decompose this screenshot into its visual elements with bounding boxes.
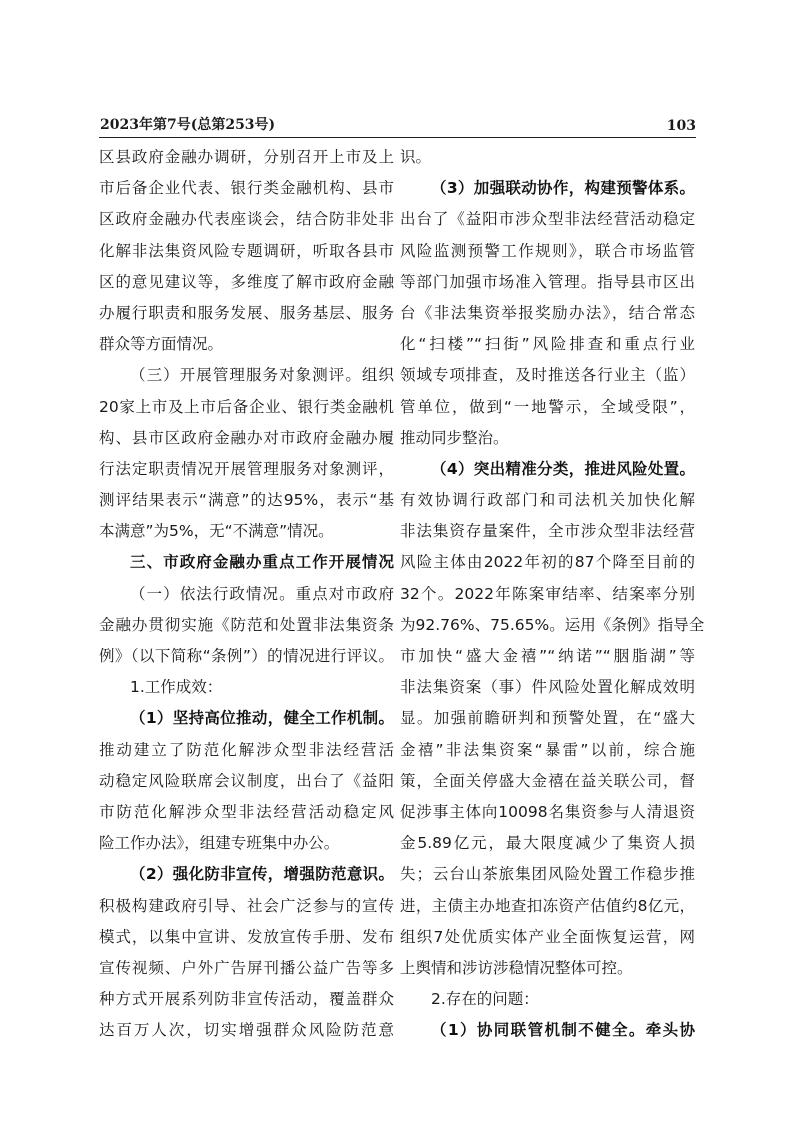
text-line — [400, 298, 695, 329]
text-line — [400, 766, 695, 797]
text-line — [400, 360, 695, 391]
text-line — [99, 922, 394, 953]
line-text: 化解非法集资风险专题调研，听取各县市 — [99, 241, 394, 260]
bold-text: （1）协同联管机制不健全。牵头协 — [431, 1021, 695, 1040]
text-line — [400, 859, 695, 890]
line-text: 险工作办法》，组建专班集中办公。 — [99, 834, 340, 853]
line-text: 行法定职责情况开展管理服务对象测评， — [99, 459, 394, 478]
line-text: 非法集资存量案件，全市涉众型非法经营 — [400, 522, 695, 541]
text-line — [99, 423, 394, 454]
text-line — [99, 142, 394, 173]
text-line — [99, 610, 394, 641]
text-line — [400, 516, 695, 547]
text-line — [400, 579, 695, 610]
text-line — [400, 797, 695, 828]
line-text: （一）依法行政情况。重点对市政府 — [130, 584, 394, 603]
bold-text: 三、市政府金融办重点工作开展情况 — [130, 553, 394, 572]
line-text: 非法集资案（事）件风险处置化解成效明 — [400, 678, 695, 697]
text-line — [99, 735, 394, 766]
text-line — [99, 797, 394, 828]
text-line — [99, 891, 394, 922]
line-text: 办履行职责和服务发展、服务基层、服务 — [99, 303, 394, 322]
text-line — [99, 360, 394, 391]
line-text: 例》（以下简称“条例”）的情况进行评议。 — [99, 647, 394, 665]
line-text: 构、县市区政府金融办对市政府金融办履 — [99, 428, 394, 447]
left-text-column — [99, 142, 394, 1046]
text-line — [99, 392, 394, 423]
text-line — [400, 423, 695, 454]
text-line — [99, 859, 394, 890]
text-line — [400, 672, 695, 703]
text-line — [400, 454, 695, 485]
text-line — [99, 329, 394, 360]
line-text: 化“扫楼”“扫街”风险排查和重点行业 — [400, 335, 695, 354]
line-text: 市加快“盛大金禧”“纳诺”“胭脂湖”等 — [400, 647, 695, 665]
line-text: 种方式开展系列防非宣传活动，覆盖群众 — [99, 990, 394, 1009]
line-text: 为92.76%、75.65%。运用《条例》指导全 — [400, 615, 705, 634]
text-line — [400, 891, 695, 922]
text-line — [99, 547, 394, 578]
text-line — [400, 392, 695, 423]
line-text: 有效协调行政部门和司法机关加快化解 — [400, 491, 695, 510]
line-text: 进，主债主办地查扣冻资产估值约8亿元， — [400, 896, 695, 915]
text-line — [99, 485, 394, 516]
text-line — [99, 516, 394, 547]
line-text: 20家上市及上市后备企业、银行类金融机 — [99, 397, 394, 416]
line-text: 达百万人次，切实增强群众风险防范意 — [99, 1021, 394, 1040]
text-line — [99, 1015, 394, 1046]
text-line — [99, 984, 394, 1015]
text-line — [400, 204, 695, 235]
line-text: 管单位，做到“一地警示，全域受限”， — [400, 397, 695, 416]
text-line — [99, 579, 394, 610]
line-text: 市防范化解涉众型非法经营活动稳定风 — [99, 802, 394, 821]
text-line — [400, 173, 695, 204]
text-line — [400, 142, 695, 173]
text-line — [400, 236, 695, 267]
text-line — [99, 267, 394, 298]
text-line — [99, 828, 394, 859]
bold-text: （2）强化防非宣传，增强防范意识。 — [130, 865, 394, 884]
text-line — [99, 298, 394, 329]
page-number: 103 — [666, 118, 696, 134]
line-text: 领域专项排查，及时推送各行业主（监） — [400, 366, 695, 385]
text-line — [99, 766, 394, 797]
text-line — [400, 828, 695, 859]
line-text: 区县政府金融办调研，分别召开上市及上 — [99, 148, 394, 166]
right-text-column — [400, 142, 705, 1046]
text-line — [400, 984, 695, 1015]
line-text: 策，全面关停盛大金禧在益关联公司，督 — [400, 771, 695, 790]
line-text: 风险监测预警工作规则》，联合市场监管 — [400, 241, 695, 260]
line-text: 2.存在的问题： — [431, 990, 539, 1009]
line-text: 出台了《益阳市涉众型非法经营活动稳定 — [400, 210, 695, 229]
line-text: 推动建立了防范化解涉众型非法经营活 — [99, 740, 394, 759]
text-line — [400, 267, 695, 298]
text-line — [99, 641, 394, 672]
text-line — [400, 953, 695, 984]
line-text: 金5.89亿元，最大限度减少了集资人损 — [400, 834, 695, 853]
text-line — [400, 610, 705, 641]
issue-label: 2023年第7号(总第253号) — [100, 117, 276, 133]
line-text: 本满意”为5%，无“不满意”情况。 — [99, 522, 334, 541]
text-line — [99, 672, 394, 703]
line-text: 促涉事主体向10098名集资参与人清退资 — [400, 802, 695, 821]
line-text: 测评结果表示“满意”的达95%，表示“基 — [99, 491, 394, 510]
line-text: 动稳定风险联席会议制度，出台了《益阳 — [99, 771, 394, 790]
text-line — [400, 485, 695, 516]
text-line — [99, 204, 394, 235]
line-text: 模式，以集中宣讲、发放宣传手册、发布 — [99, 927, 394, 946]
text-line — [99, 703, 394, 734]
text-line — [400, 703, 695, 734]
text-line — [99, 454, 394, 485]
text-line — [400, 547, 695, 578]
line-text: 金禧”非法集资案“暴雷”以前，综合施 — [400, 740, 695, 759]
line-text: 市后备企业代表、银行类金融机构、县市 — [99, 179, 394, 198]
line-text: 区政府金融办代表座谈会，结合防非处非 — [99, 210, 394, 229]
line-text: 区的意见建议等，多维度了解市政府金融 — [99, 272, 394, 291]
line-text: 风险主体由2022年初的87个降至目前的 — [400, 553, 695, 572]
text-line — [99, 953, 394, 984]
line-text: 32个。2022年陈案审结率、结案率分别 — [400, 584, 695, 603]
line-text: 台《非法集资举报奖励办法》，结合常态 — [400, 303, 695, 322]
line-text: 组织7处优质实体产业全面恢复运营，网 — [400, 927, 695, 946]
text-line — [400, 329, 695, 360]
bold-text: （4）突出精准分类，推进风险处置。 — [431, 459, 695, 478]
text-line — [400, 922, 695, 953]
text-line — [99, 173, 394, 204]
line-text: 等部门加强市场准入管理。指导县市区出 — [400, 272, 695, 291]
line-text: 1.工作成效： — [130, 678, 223, 697]
line-text: 群众等方面情况。 — [99, 335, 224, 354]
text-line — [400, 735, 695, 766]
page-header — [99, 113, 696, 138]
line-text: 显。加强前瞻研判和预警处置，在“盛大 — [400, 709, 695, 728]
text-line — [400, 1015, 695, 1046]
text-line — [99, 236, 394, 267]
line-text: 上舆情和涉访涉稳情况整体可控。 — [400, 958, 633, 977]
bold-text: （3）加强联动协作，构建预警体系。 — [431, 179, 695, 198]
line-text: 推动同步整治。 — [400, 428, 509, 447]
line-text: 识。 — [400, 148, 432, 166]
line-text: 宣传视频、户外广告屏刊播公益广告等多 — [99, 958, 394, 977]
line-text: 失；云台山茶旅集团风险处置工作稳步推 — [400, 865, 695, 884]
bold-text: （1）坚持高位推动，健全工作机制。 — [130, 709, 394, 728]
line-text: 积极构建政府引导、社会广泛参与的宣传 — [99, 896, 394, 915]
line-text: （三）开展管理服务对象测评。组织 — [130, 366, 394, 385]
line-text: 金融办贯彻实施《防范和处置非法集资条 — [99, 615, 394, 634]
text-line — [400, 641, 695, 672]
